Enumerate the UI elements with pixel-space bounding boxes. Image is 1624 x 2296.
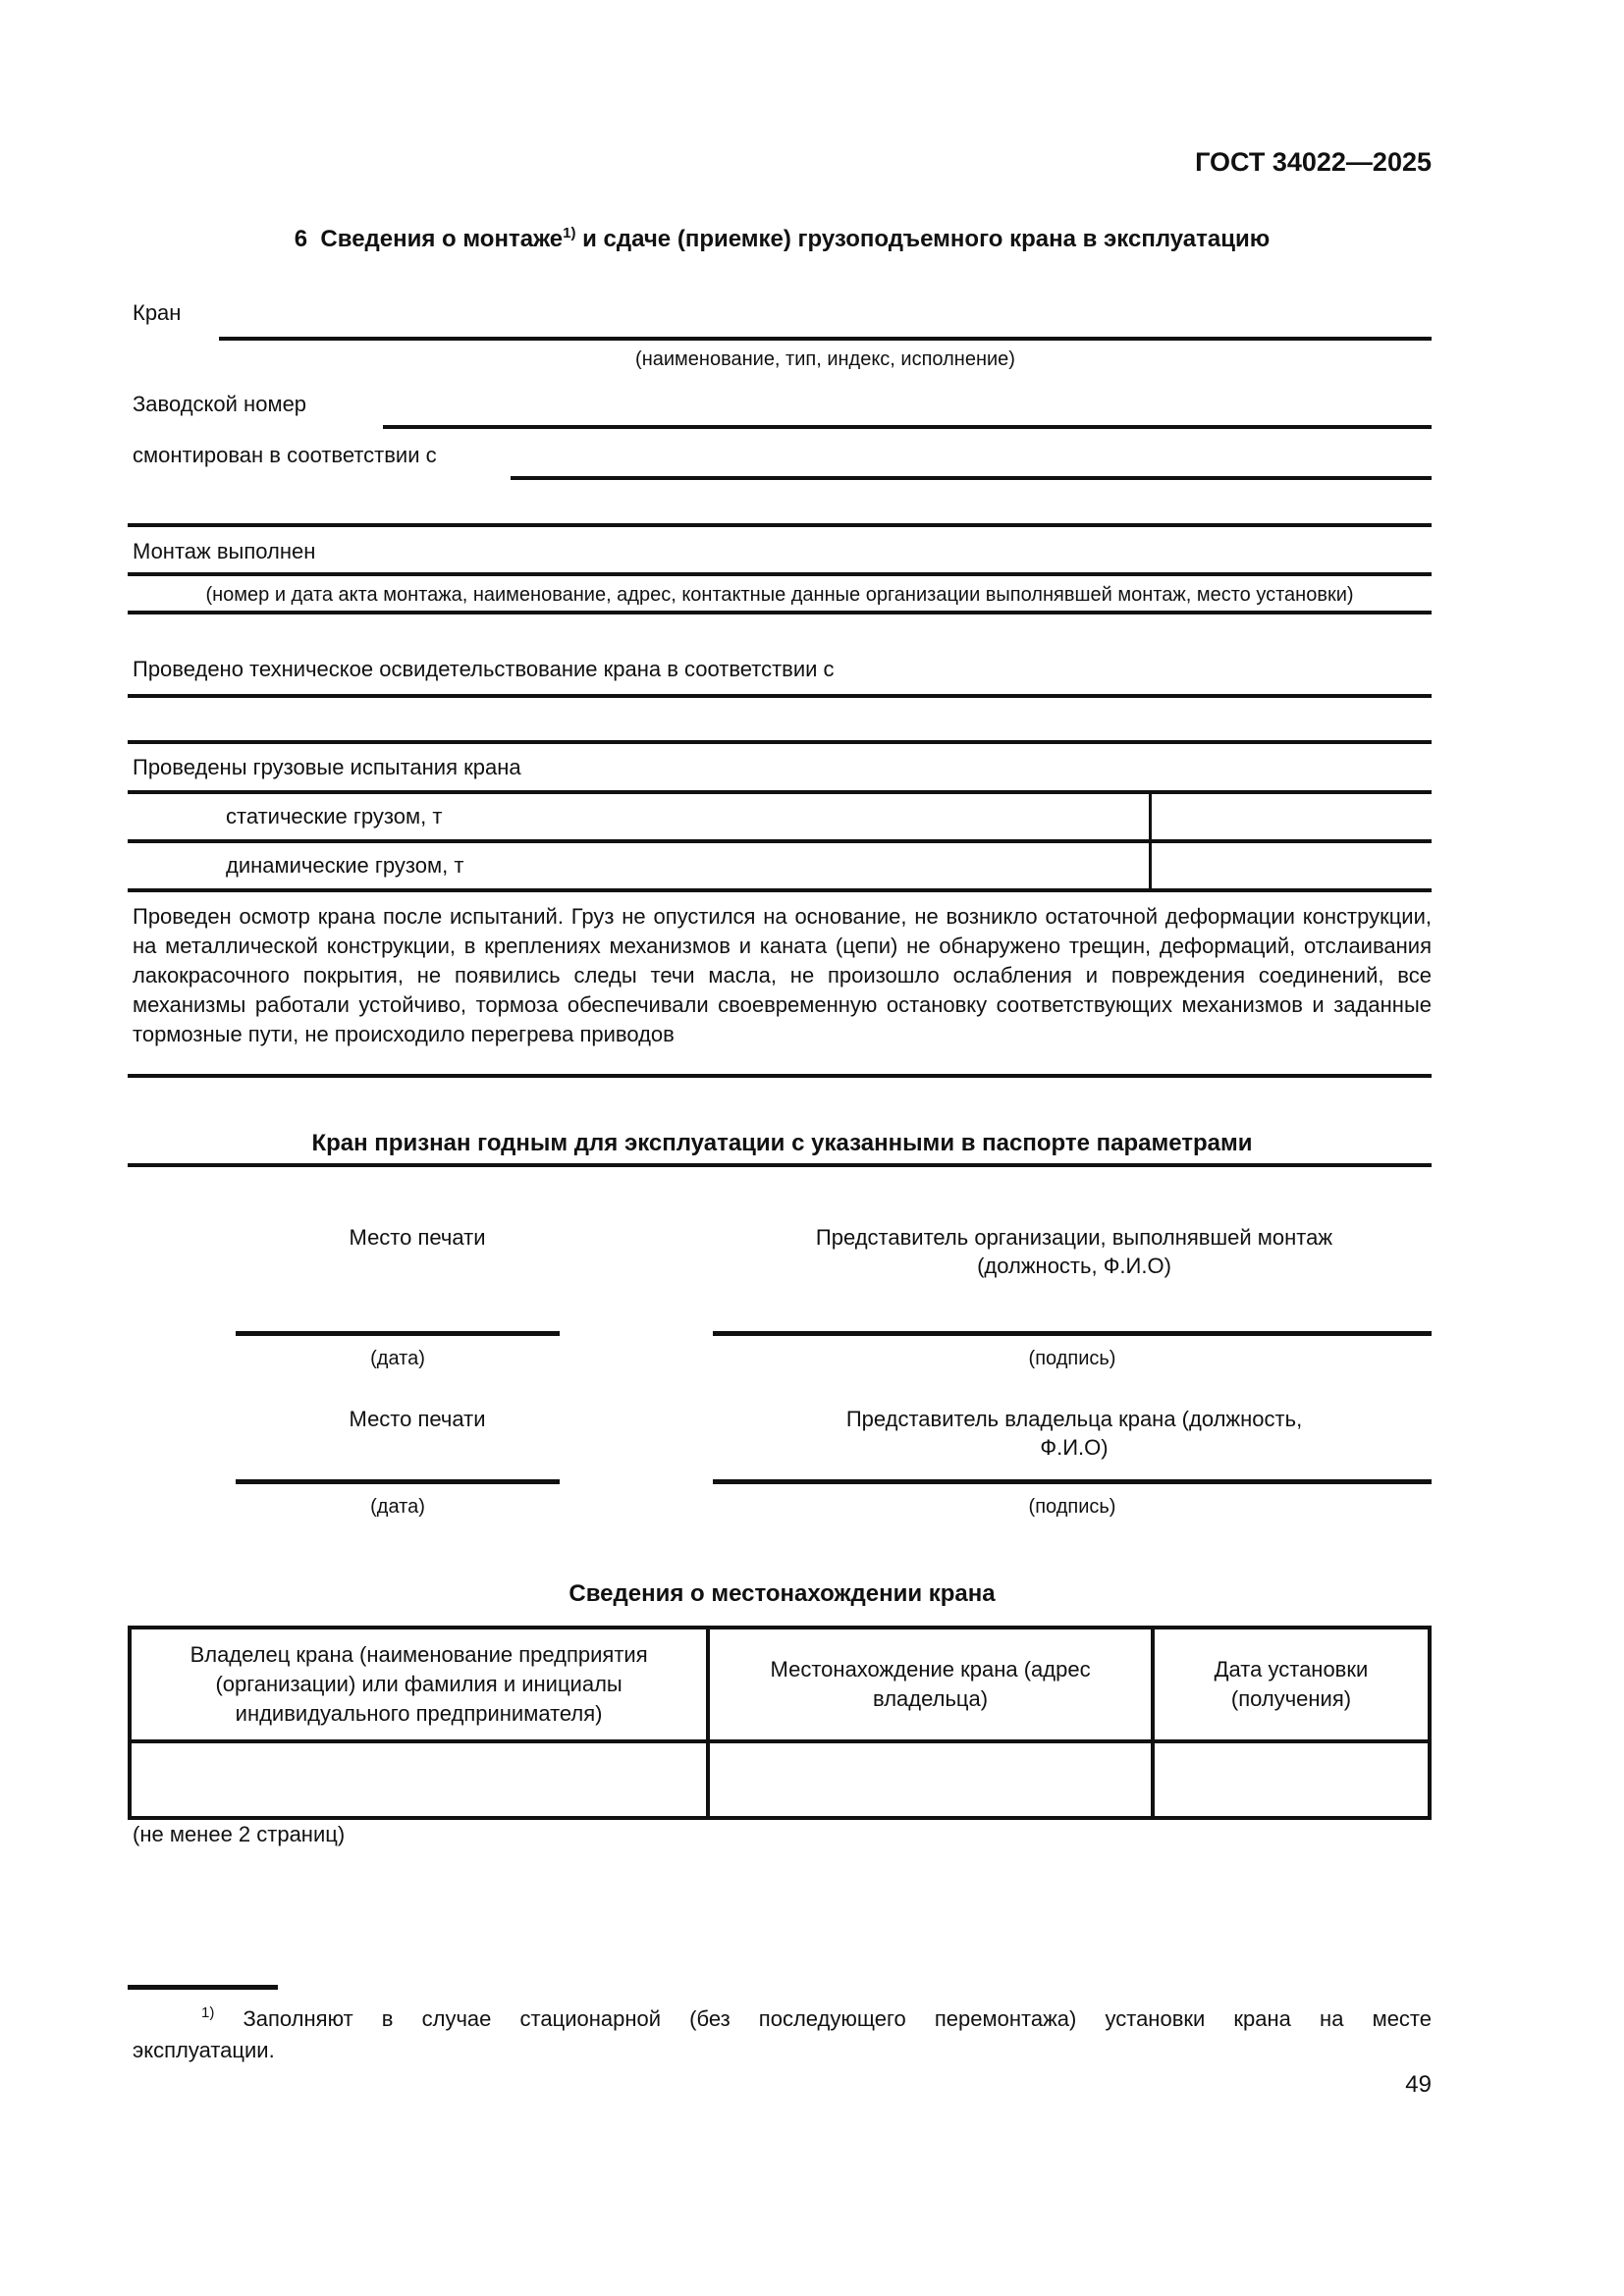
- inspection-paragraph-bottom-line: [128, 1074, 1432, 1078]
- mounted-field-label: смонтирован в соответствии с: [133, 443, 437, 467]
- load-tests-title: Проведены грузовые испытания крана: [133, 755, 521, 779]
- montage-field-label: Монтаж выполнен: [133, 539, 316, 563]
- date-signature-line-2: [236, 1479, 560, 1484]
- montage-field-line: [128, 572, 1432, 576]
- load-tests-row-divider-line: [128, 839, 1432, 843]
- section-title-text: 6 Сведения о монтаже: [294, 226, 564, 252]
- location-table-header-row: [130, 1628, 1430, 1741]
- crane-field-line: [219, 337, 1432, 341]
- static-test-label: статические грузом, т: [226, 804, 443, 828]
- footnote-line1: [133, 2004, 1432, 2036]
- page-number: 49: [1405, 2071, 1432, 2098]
- load-tests-top-line: [128, 740, 1432, 744]
- sign-caption-1: (подпись): [1028, 1348, 1116, 1369]
- tech-inspection-label: Проведено техническое освидетельствование крана в соответствии с: [133, 657, 835, 681]
- mounted-field-line: [511, 476, 1432, 480]
- section-title-tail: и сдаче (приемке) грузоподъемного крана в эксплуатацию: [575, 226, 1271, 252]
- location-column-header: Местонахождение крана (адрес владельца): [708, 1628, 1153, 1741]
- owner-cell: [130, 1741, 708, 1818]
- footnote-text: Заполняют в случае стационарной (без последующего перемонтажа) установки крана на месте: [214, 2006, 1432, 2031]
- fit-statement-underline: [128, 1163, 1432, 1167]
- montage-field-caption: (номер и дата акта монтажа, наименование, адрес, контактные данные организации выполнявшей монтаж, место установки): [205, 584, 1354, 606]
- serial-field-label: Заводской номер: [133, 392, 307, 416]
- install-date-column-header: Дата установки (получения): [1153, 1628, 1430, 1741]
- montage-representative-line2: (должность, Ф.И.О): [977, 1254, 1171, 1278]
- footnote-marker: 1): [563, 225, 576, 241]
- montage-representative-line1: Представитель организации, выполнявшей монтаж: [815, 1225, 1333, 1250]
- location-section-title: Сведения о местонахождении крана: [568, 1580, 996, 1607]
- footnote-separator-rule: [128, 1985, 278, 1990]
- sign-caption-2: (подпись): [1028, 1496, 1116, 1518]
- location-table-empty-row: [130, 1741, 1430, 1818]
- footnote-line2: эксплуатации.: [133, 2038, 275, 2062]
- stamp-place-label-2: Место печати: [349, 1407, 486, 1431]
- location-cell: [708, 1741, 1153, 1818]
- date-caption-1: (дата): [370, 1348, 425, 1369]
- standard-designation: ГОСТ 34022—2025: [1195, 147, 1432, 177]
- sign-signature-line-2: [713, 1479, 1432, 1484]
- owner-representative-label: [717, 1405, 1432, 1462]
- fit-statement: Кран признан годным для эксплуатации с указанными в паспорте параметрами: [311, 1130, 1253, 1156]
- owner-representative-line1: Представитель владельца крана (должность,: [845, 1407, 1303, 1431]
- owner-representative-line2: Ф.И.О): [1040, 1435, 1109, 1460]
- serial-field-line: [383, 425, 1432, 429]
- date-signature-line-1: [236, 1331, 560, 1336]
- owner-column-header: Владелец крана (наименование предприятия (организации) или фамилия и инициалы индивидуального предпринимателя): [130, 1628, 708, 1741]
- inspection-result-paragraph: Проведен осмотр крана после испытаний. Груз не опустился на основание, не возникло остаточной деформации конструкции, на металлической конструкции, в креплениях механизмов и каната (цепи) не обнаружено трещин, деформаций, отслаивания лакокрасочного покрытия, не появились следы течи масла, не произошло ослабления и повреждения соединений, все механизмы работали устойчиво, тормоза обеспечивали своевременную остановку соответствующих механизмов и заданные тормозные пути, не происходило перегрева приводов: [133, 904, 1432, 1046]
- footnote: [133, 2004, 1432, 2064]
- load-tests-bottom-line: [128, 888, 1432, 892]
- montage-representative-label: [717, 1223, 1432, 1280]
- stamp-place-label-1: Место печати: [349, 1225, 486, 1250]
- load-tests-column-divider: [1149, 790, 1152, 892]
- install-date-cell: [1153, 1741, 1430, 1818]
- tech-inspection-line: [128, 694, 1432, 698]
- footnote-sup: 1): [201, 2004, 215, 2021]
- montage-caption-underline: [128, 611, 1432, 614]
- mounted-field-continuation-line: [128, 523, 1432, 527]
- load-tests-header-bottom-line: [128, 790, 1432, 794]
- date-caption-2: (дата): [370, 1496, 425, 1518]
- crane-field-caption: (наименование, тип, индекс, исполнение): [635, 348, 1015, 370]
- sign-signature-line-1: [713, 1331, 1432, 1336]
- section-title: [133, 226, 1432, 253]
- dynamic-test-label: динамические грузом, т: [226, 853, 464, 878]
- min-pages-note: (не менее 2 страниц): [133, 1822, 346, 1846]
- location-table: [128, 1626, 1432, 1820]
- crane-field-label: Кран: [133, 300, 182, 325]
